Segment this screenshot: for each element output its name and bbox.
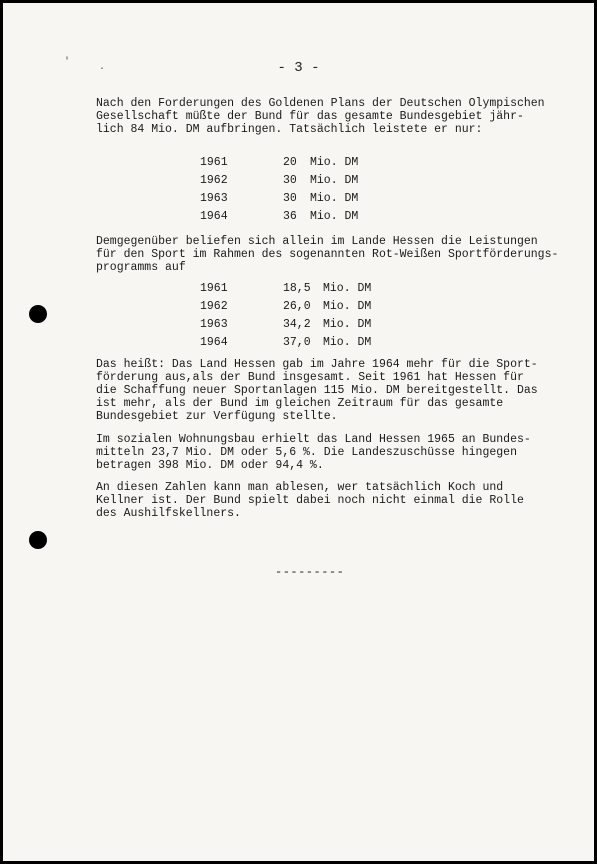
year-cell: 1963 <box>200 317 228 331</box>
value-cell: 26,0 <box>283 299 311 313</box>
year-cell: 1961 <box>200 281 228 295</box>
table-row <box>200 171 358 189</box>
paragraph-conclusion: An diesen Zahlen kann man ablesen, wer tatsächlich Koch und Kellner ist. Der Bund spielt dabei noch nicht einmal die Rolle des Aushilfskellners. <box>96 481 524 520</box>
year-cell: 1964 <box>200 209 228 223</box>
year-cell: 1962 <box>200 299 228 313</box>
value-cell: 37,0 <box>283 335 311 349</box>
unit-cell: Mio. DM <box>323 281 372 295</box>
unit-cell: Mio. DM <box>323 299 372 313</box>
speck-mark: . <box>99 62 106 73</box>
punch-hole <box>29 305 47 323</box>
year-cell: 1961 <box>200 155 228 169</box>
page-number: - 3 - <box>277 60 320 76</box>
value-cell: 20 <box>283 155 297 169</box>
paragraph-comparison: Das heißt: Das Land Hessen gab im Jahre 1964 mehr für die Sport- förderung aus,als der Bund insgesamt. Seit 1961 hat Hessen für die Schaffung neuer Sportanlagen 115 Mio. DM bereitgestellt. Das ist mehr, als der Bund im gleichen Zeitraum für das gesamte Bundesgebiet zur Verfügung stellte. <box>96 358 538 423</box>
paragraph-hessen-sport: Demgegenüber beliefen sich allein im Lande Hessen die Leistungen für den Sport im Rahmen des sogenannten Rot-Weißen Sportförderungs- programms auf <box>96 235 559 274</box>
year-cell: 1962 <box>200 173 228 187</box>
value-cell: 36 <box>283 209 297 223</box>
table-row <box>200 297 371 315</box>
value-cell: 34,2 <box>283 317 311 331</box>
unit-cell: Mio. DM <box>310 209 359 223</box>
table-row <box>200 333 371 351</box>
unit-cell: Mio. DM <box>310 173 359 187</box>
hessen-payments-table <box>200 279 371 351</box>
table-row <box>200 279 371 297</box>
table-row <box>200 153 358 171</box>
unit-cell: Mio. DM <box>310 155 359 169</box>
paragraph-housing: Im sozialen Wohnungsbau erhielt das Land Hessen 1965 an Bundes- mitteln 23,7 Mio. DM oder 5,6 %. Die Landeszuschüsse hingegen betragen 398 Mio. DM oder 94,4 %. <box>96 433 531 472</box>
table-row <box>200 189 358 207</box>
value-cell: 30 <box>283 173 297 187</box>
unit-cell: Mio. DM <box>323 335 372 349</box>
unit-cell: Mio. DM <box>310 191 359 205</box>
speck-mark: ' <box>64 57 71 68</box>
paragraph-golden-plan: Nach den Forderungen des Goldenen Plans der Deutschen Olympischen Gesellschaft müßte der Bund für das gesamte Bundesgebiet jähr- lich 84 Mio. DM aufbringen. Tatsächlich leistete er nur: <box>96 97 545 136</box>
federal-payments-table <box>200 153 358 225</box>
value-cell: 18,5 <box>283 281 311 295</box>
closing-rule: --------- <box>275 565 345 579</box>
year-cell: 1964 <box>200 335 228 349</box>
punch-hole <box>29 531 47 549</box>
document-page <box>3 3 594 861</box>
value-cell: 30 <box>283 191 297 205</box>
table-row <box>200 207 358 225</box>
unit-cell: Mio. DM <box>323 317 372 331</box>
table-row <box>200 315 371 333</box>
year-cell: 1963 <box>200 191 228 205</box>
